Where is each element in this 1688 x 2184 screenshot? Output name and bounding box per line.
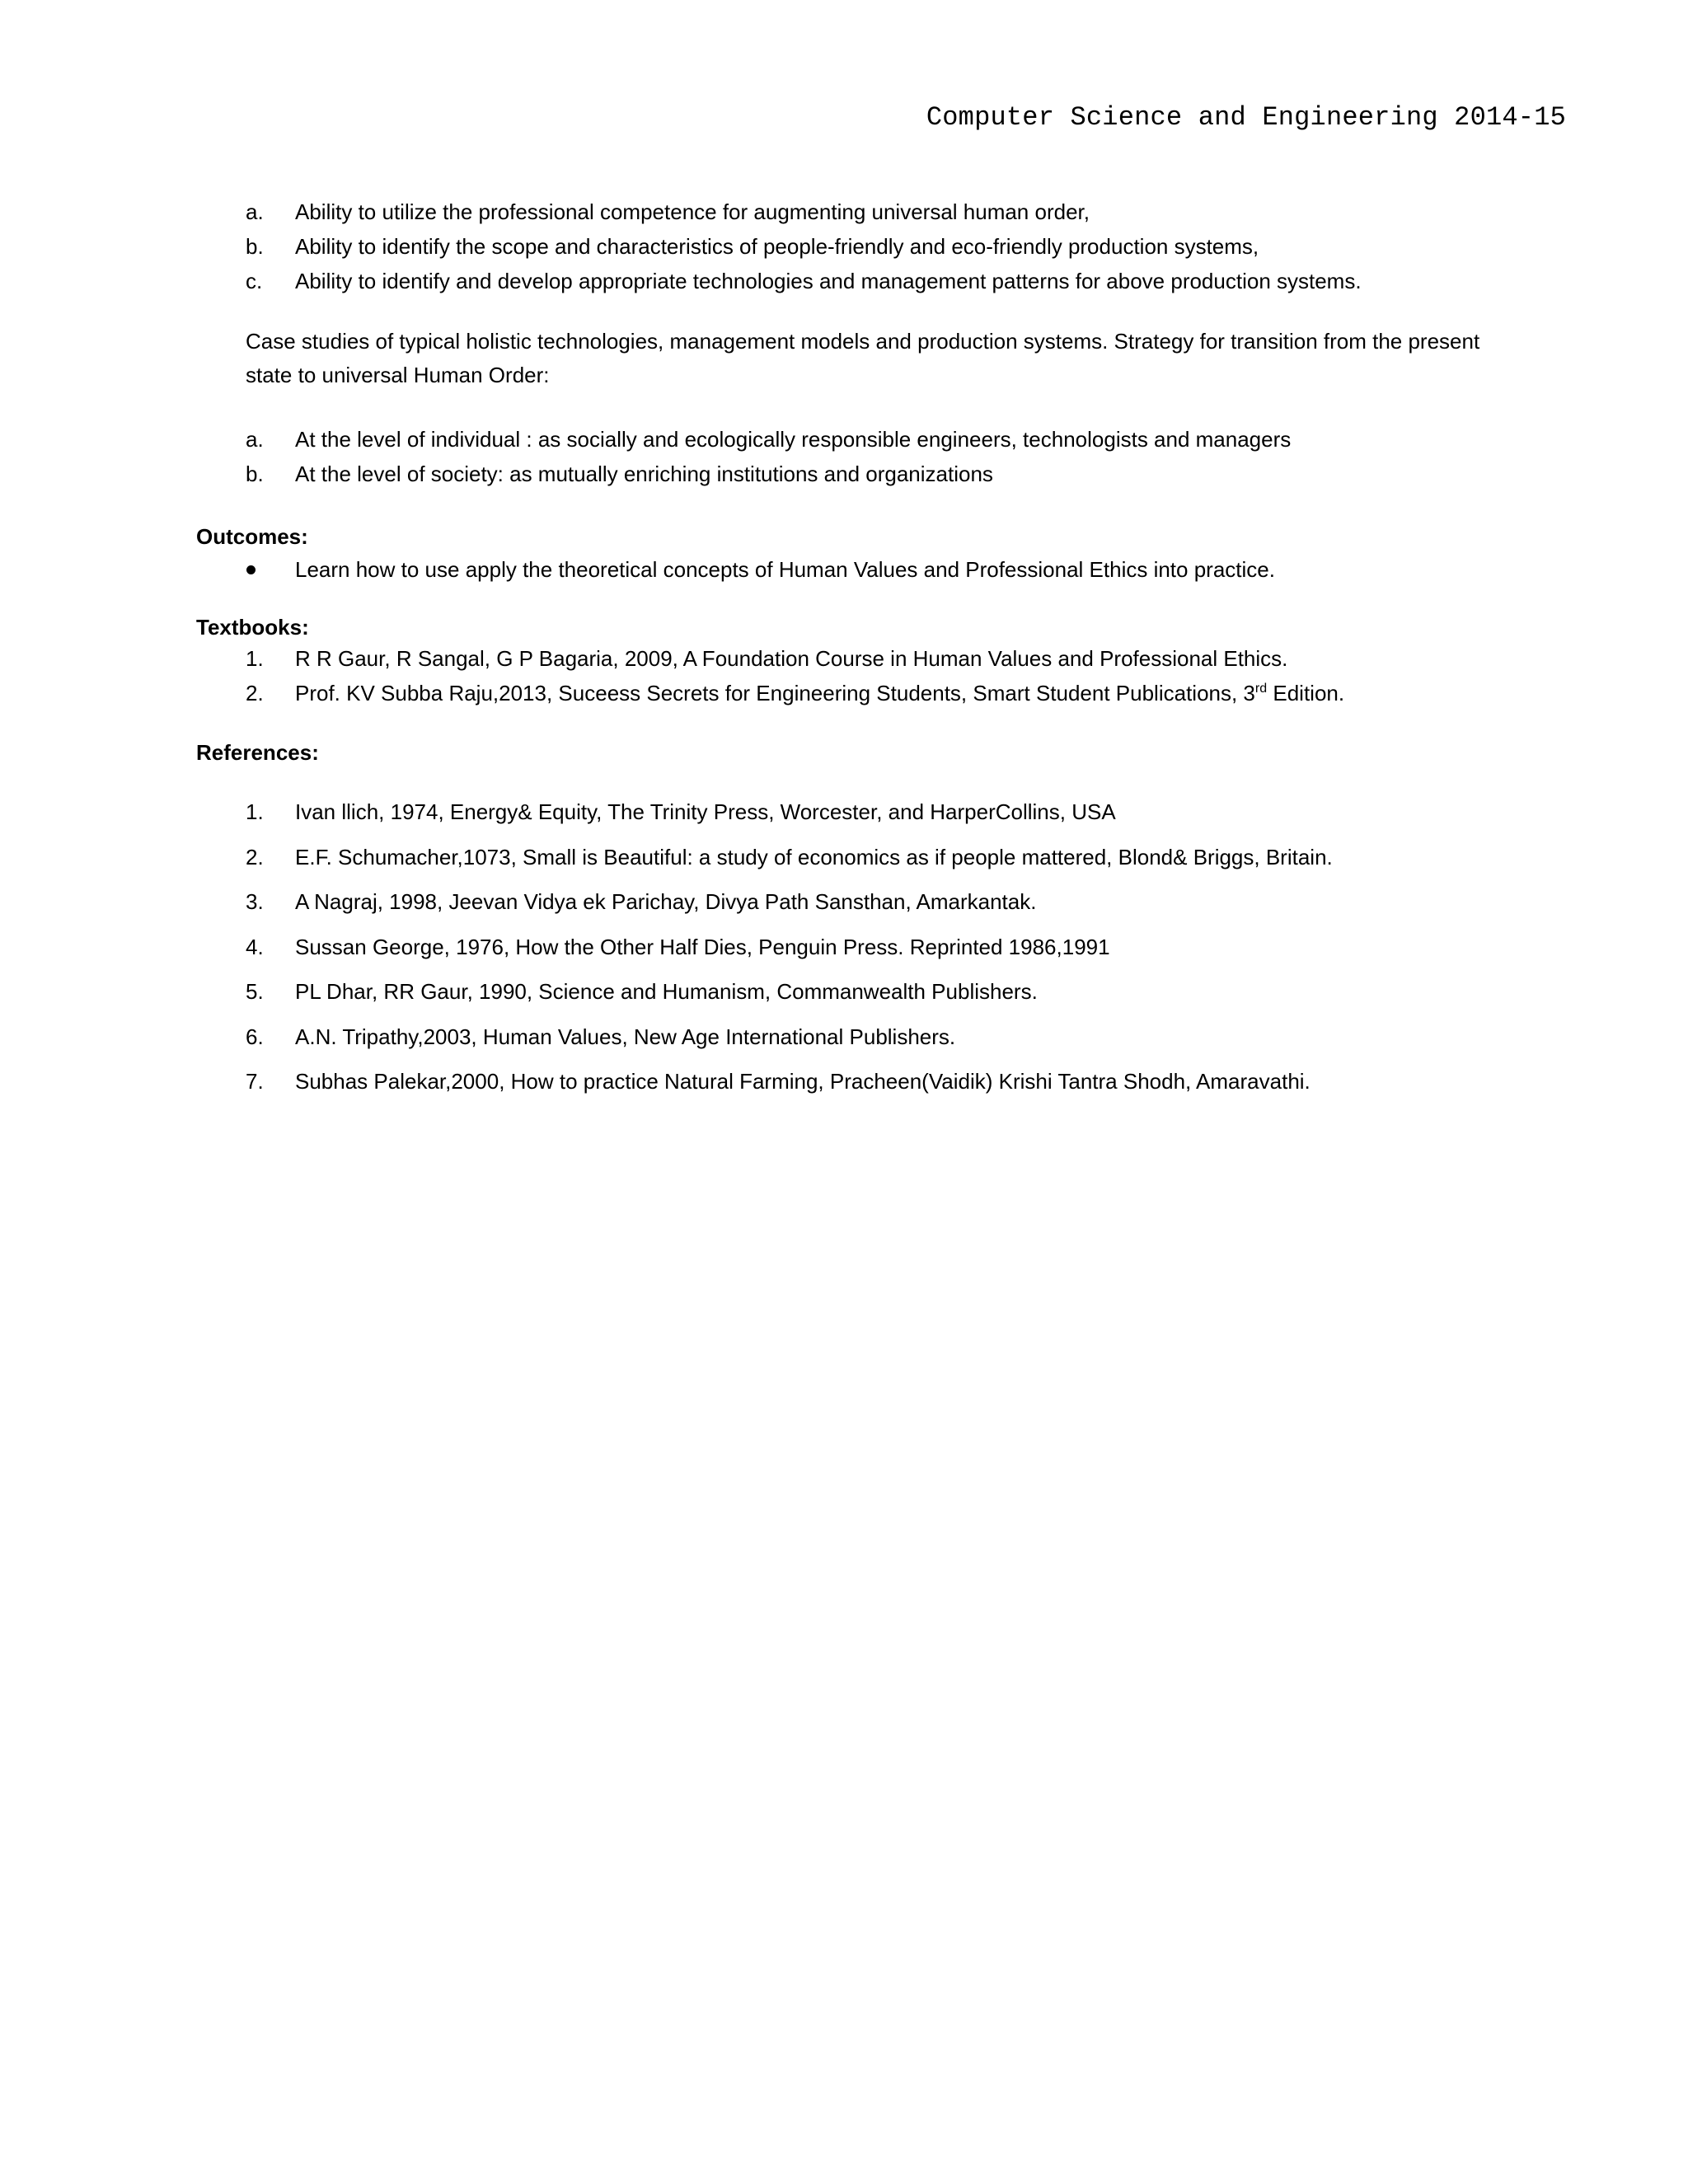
superscript: rd xyxy=(1254,682,1268,696)
list-item-text: Ability to identify and develop appropriate technologies and management patterns for above production systems. xyxy=(295,269,1362,293)
list-marker: 4. xyxy=(246,935,264,959)
text-segment: Edition. xyxy=(1267,681,1345,705)
list-item-text: R R Gaur, R Sangal, G P Bagaria, 2009, A Foundation Course in Human Values and Professional Ethics. xyxy=(295,646,1288,671)
list-marker: 3. xyxy=(246,889,264,914)
outcomes-heading: Outcomes: xyxy=(196,524,308,549)
list-marker: 1. xyxy=(246,799,264,824)
list-item-text: Subhas Palekar,2000, How to practice Natural Farming, Pracheen(Vaidik) Krishi Tantra Shodh, Amaravathi. xyxy=(295,1069,1311,1094)
list-marker: 1. xyxy=(246,646,264,671)
list-item-text: At the level of individual : as socially and ecologically responsible engineers, technologists and managers xyxy=(295,427,1292,452)
list-item-text: At the level of society: as mutually enriching institutions and organizations xyxy=(295,462,993,486)
list-marker: b. xyxy=(246,234,264,259)
list-item-text: A.N. Tripathy,2003, Human Values, New Age International Publishers. xyxy=(295,1024,956,1049)
list-item-text: Learn how to use apply the theoretical concepts of Human Values and Professional Ethics into practice. xyxy=(295,557,1275,582)
list-item-text: Sussan George, 1976, How the Other Half Dies, Penguin Press. Reprinted 1986,1991 xyxy=(295,935,1110,959)
list-item-text: Ivan llich, 1974, Energy& Equity, The Trinity Press, Worcester, and HarperCollins, USA xyxy=(295,799,1116,824)
list-item-text: Ability to utilize the professional competence for augmenting universal human order, xyxy=(295,199,1090,224)
list-marker: a. xyxy=(246,427,264,452)
page-header: Computer Science and Engineering 2014-15 xyxy=(926,102,1566,133)
list-item-text: A Nagraj, 1998, Jeevan Vidya ek Parichay, Divya Path Sansthan, Amarkantak. xyxy=(295,889,1037,914)
list-marker: a. xyxy=(246,199,264,224)
list-marker: 6. xyxy=(246,1024,264,1049)
list-marker: 2. xyxy=(246,681,264,705)
list-marker: c. xyxy=(246,269,263,293)
textbooks-heading: Textbooks: xyxy=(196,615,309,640)
list-marker: b. xyxy=(246,462,264,486)
list-item-text: Ability to identify the scope and characteristics of people-friendly and eco-friendly production systems, xyxy=(295,234,1259,259)
list-item-text: PL Dhar, RR Gaur, 1990, Science and Humanism, Commanwealth Publishers. xyxy=(295,979,1038,1004)
list-item-text xyxy=(295,679,1344,707)
text-segment: Prof. KV Subba Raju,2013, Suceess Secrets for Engineering Students, Smart Student Publications, 3 xyxy=(295,681,1255,705)
references-heading: References: xyxy=(196,740,319,765)
bullet-icon xyxy=(246,565,256,574)
list-marker: 2. xyxy=(246,845,264,869)
list-marker: 7. xyxy=(246,1069,264,1094)
list-item-text: E.F. Schumacher,1073, Small is Beautiful: a study of economics as if people mattered, Blond& Briggs, Britain. xyxy=(295,845,1333,869)
case-studies-paragraph: Case studies of typical holistic technologies, management models and production systems. Strategy for transition from the present state to universal Human Order: xyxy=(246,329,1480,387)
list-marker: 5. xyxy=(246,979,264,1004)
